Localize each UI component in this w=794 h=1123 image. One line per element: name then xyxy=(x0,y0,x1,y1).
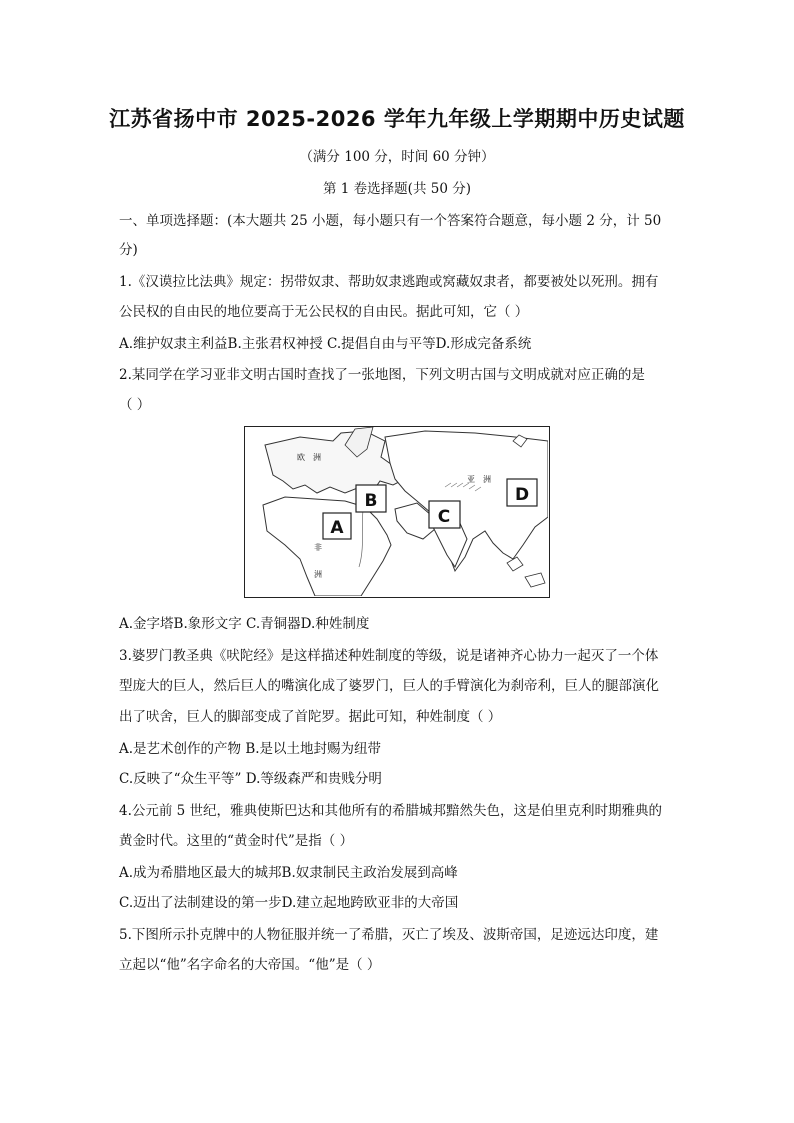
question-4-line-2: 黄金时代。这里的“黄金时代”是指（ ） xyxy=(119,833,354,849)
question-2-options: A.金字塔B.象形文字 C.青铜器D.种姓制度 xyxy=(119,616,370,632)
document-title: 江苏省扬中市 2025-2026 学年九年级上学期期中历史试题 xyxy=(109,107,685,131)
section-heading-line-2: 分) xyxy=(119,242,138,258)
question-2-line-2: （ ） xyxy=(119,397,151,413)
map-box-c-label: C xyxy=(437,507,451,527)
question-4-options-2: C.迈出了法制建设的第一步D.建立起地跨欧亚非的大帝国 xyxy=(119,895,459,911)
asia-label-2: 洲 xyxy=(483,475,491,484)
question-3-options-2: C.反映了“众生平等” D.等级森严和贵贱分明 xyxy=(119,771,382,787)
question-5-line-2: 立起以“他”名字命名的大帝国。“他”是（ ） xyxy=(119,957,381,973)
question-3-options-1: A.是艺术创作的产物 B.是以土地封赐为纽带 xyxy=(119,741,382,757)
question-3-line-1: 3.婆罗门教圣典《吠陀经》是这样描述种姓制度的等级，说是诸神齐心协力一起灭了一个体 xyxy=(119,648,659,664)
question-3-line-3: 出了吠舍，巨人的脚部变成了首陀罗。据此可知，种姓制度（ ） xyxy=(119,709,502,725)
island-3 xyxy=(525,573,545,587)
document-subtitle: （满分 100 分，时间 60 分钟） xyxy=(299,149,495,165)
map-box-b-label: B xyxy=(364,491,378,511)
question-1-options: A.维护奴隶主利益B.主张君权神授 C.提倡自由与平等D.形成完备系统 xyxy=(119,336,532,352)
volume-heading: 第 1 卷选择题(共 50 分) xyxy=(323,181,471,197)
island-2 xyxy=(507,557,523,571)
map-box-a-label: A xyxy=(330,518,344,538)
ancient-civilizations-map xyxy=(244,426,550,598)
asia-label-1: 亚 xyxy=(467,475,475,484)
question-4-options-1: A.成为希腊地区最大的城邦B.奴隶制民主政治发展到高峰 xyxy=(119,865,458,881)
europe-label-1: 欧 xyxy=(297,453,305,462)
question-4-line-1: 4.公元前 5 世纪，雅典使斯巴达和其他所有的希腊城邦黯然失色，这是伯里克利时期雅典的 xyxy=(119,803,663,819)
europe-landmass xyxy=(265,431,405,493)
map-box-d-label: D xyxy=(514,485,530,505)
question-1-line-1: 1.《汉谟拉比法典》规定：拐带奴隶、帮助奴隶逃跑或窝藏奴隶者，都要被处以死刑。拥有 xyxy=(119,274,659,290)
map-drawing xyxy=(245,427,548,596)
question-5-line-1: 5.下图所示扑克牌中的人物征服并统一了希腊，灭亡了埃及、波斯帝国，足迹远达印度，建 xyxy=(119,927,659,943)
africa-label-1: 非 xyxy=(314,543,322,552)
section-heading-line-1: 一、单项选择题：(本大题共 25 小题，每小题只有一个答案符合题意，每小题 2 分，计 50 xyxy=(119,213,662,229)
question-1-line-2: 公民权的自由民的地位要高于无公民权的自由民。据此可知，它（ ） xyxy=(119,304,529,320)
europe-label-2: 洲 xyxy=(313,453,321,462)
question-3-line-2: 型庞大的巨人，然后巨人的嘴演化成了婆罗门，巨人的手臂演化为刹帝利，巨人的腿部演化 xyxy=(119,678,659,694)
question-2-line-1: 2.某同学在学习亚非文明古国时查找了一张地图，下列文明古国与文明成就对应正确的是 xyxy=(119,367,645,383)
africa-label-2: 洲 xyxy=(314,570,322,579)
